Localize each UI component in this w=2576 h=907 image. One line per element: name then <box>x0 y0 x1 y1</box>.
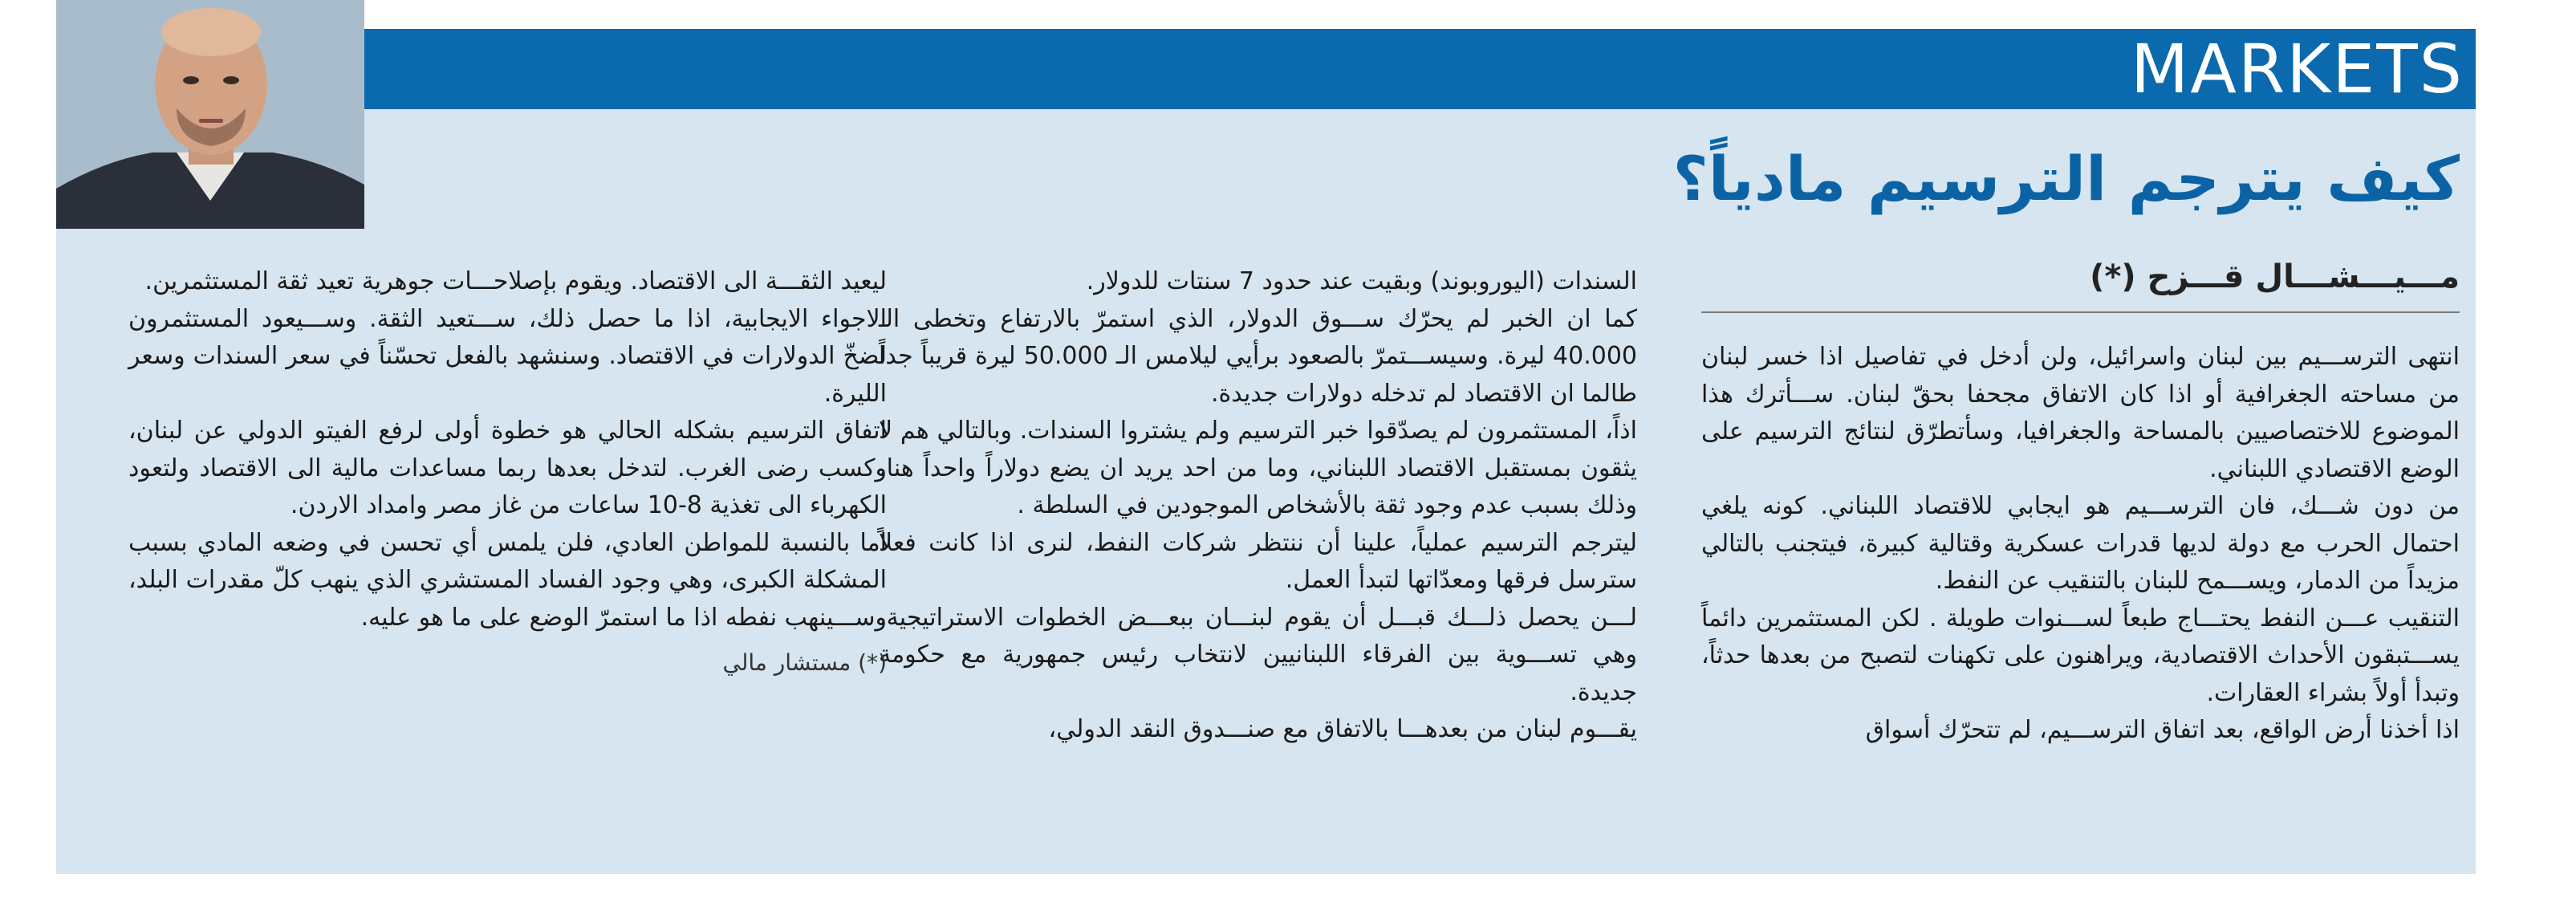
byline: مـــيـــشـــال قـــزح (*) <box>2090 258 2460 295</box>
article-column-right <box>1701 339 2460 750</box>
byline-divider <box>1701 311 2460 313</box>
paragraph: انتهى الترســـيم بين لبنان واسرائيل، ولن أدخل في تفاصيل اذا خسر لبنان من مساحته الجغرافية أو اذا كان الاتفاق مجحفا بحقّ لبنان. ســـأترك هذا الموضوع للاختصاصيين بالمساحة والجغرافيا، وسأتطرّق لنتائج الترسيم على الوضع الاقتصادي اللبناني. <box>1701 343 2460 483</box>
paragraph: السندات (اليوروبوند) وبقيت عند حدود 7 سنتات للدولار. <box>1086 267 1637 295</box>
author-footnote: (*) مستشار مالي <box>722 649 887 676</box>
paragraph: كما ان الخبر لم يحرّك ســـوق الدولار، الذي استمرّ بالارتفاع وتخطى الـ 40.000 ليرة. وسيســـتمرّ بالصعود برأيي ليلامس الـ 50.000 ليرة قريباً جداً طالما ان الاقتصاد لم تدخله دولارات جديدة. <box>879 304 1637 408</box>
paragraph: اذاً، المستثمرون لم يصدّقوا خبر الترسيم ولم يشتروا السندات. وبالتالي هم لا يثقون بمستقبل الاقتصاد اللبناني، وما من احد يريد ان يضع دولاراً واحداً هنا، وذلك بسبب عدم وجود ثقة بالأشخاص الموجودين في السلطة . <box>879 417 1637 519</box>
headline: كيف يترجم الترسيم مادياً؟ <box>1672 143 2460 214</box>
paragraph: الاجواء الايجابية، اذا ما حصل ذلك، ســـتعيد الثقة. وســـيعود المستثمرون لضخّ الدولارات في الاقتصاد. وسنشهد بالفعل تحسّناً في سعر السندات وسعر الليرة. <box>128 304 887 408</box>
paragraph: ليعيد الثقـــة الى الاقتصاد. ويقوم بإصلاحـــات جوهرية تعيد ثقة المستثمرين. <box>144 267 887 295</box>
paragraph: اتفاق الترسيم بشكله الحالي هو خطوة أولى لرفع الفيتو الدولي عن لبنان، وكسب رضى الغرب. لتدخل بعدها ربما مساعدات مالية الى الاقتصاد ولتعود الكهرباء الى تغذية 8-10 ساعات من غاز مصر وامداد الاردن. <box>128 417 887 519</box>
article-column-middle <box>879 263 1637 749</box>
paragraph: لـــن يحصل ذلـــك قبـــل أن يقوم لبنـــان ببعـــض الخطوات الاستراتيجية، وهي تســـوية بين الفرقاء اللبنانيين لانتخاب رئيس جمهورية مع حكومة جديدة. <box>879 603 1637 706</box>
paragraph: يقـــوم لبنان من بعدهـــا بالاتفاق مع صنـــدوق النقد الدولي، <box>1048 715 1637 743</box>
paragraph: التنقيب عـــن النفط يحتـــاج طبعاً لســـنوات طويلة . لكن المستثمرين دائماً يســـتبقون الأحداث الاقتصادية، ويراهنون على تكهنات لتصبح من بعدها حدثاً، وتبدأ أولاً بشراء العقارات. <box>1701 604 2460 707</box>
author-photo <box>56 0 364 229</box>
article-column-left <box>128 263 887 682</box>
paragraph: من دون شـــك، فان الترســـيم هو ايجابي للاقتصاد اللبناني. كونه يلغي احتمال الحرب مع دولة لديها قدرات عسكرية وقتالية كبيرة، فيتجنب بالتالي مزيداً من الدمار، ويســـمح للبنان بالتنقيب عن النفط. <box>1701 492 2460 595</box>
paragraph: اما بالنسبة للمواطن العادي، فلن يلمس أي تحسن في وضعه المادي بسبب المشكلة الكبرى، وهي وجود الفساد المستشري الذي ينهب كلّ مقدرات البلد، وســـينهب نفطه اذا ما استمرّ الوضع على ما هو عليه. <box>128 528 887 632</box>
section-title: MARKETS <box>2130 30 2464 108</box>
section-banner <box>56 29 2476 109</box>
paragraph: ليترجم الترسيم عملياً، علينا أن ننتظر شركات النفط، لنرى اذا كانت فعلاً سترسل فرقها ومعدّاتها لتبدأ العمل. <box>879 528 1637 594</box>
paragraph: اذا أخذنا أرض الواقع، بعد اتفاق الترســـيم، لم تتحرّك أسواق <box>1865 716 2460 744</box>
